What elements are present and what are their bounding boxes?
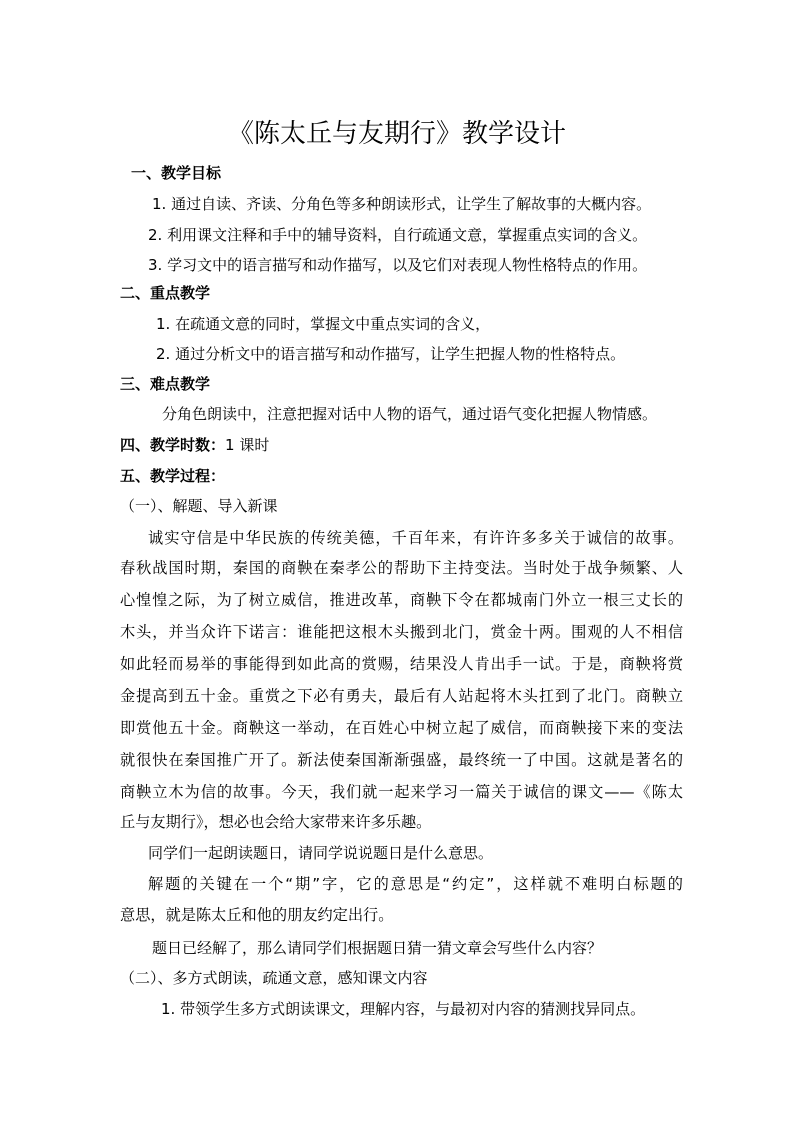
intro-line-7: 即赏他五十金。商鞅这一举动，在百姓心中树立起了威信，而商鞅接下来的变法 bbox=[120, 719, 683, 737]
part1-heading: （一）、解题、导入新课 bbox=[120, 497, 278, 515]
paragraph-explain-line-1: 解题的关键在一个“期”字，它的意思是“约定”，这样就不难明白标题的 bbox=[148, 875, 683, 893]
objective-item-1: 1. 通过自读、齐读、分角色等多种朗读形式，让学生了解故事的大概内容。 bbox=[152, 195, 652, 213]
intro-line-9: 商鞅立木为信的故事。今天，我们就一起来学习一篇关于诚信的课文——《陈太 bbox=[120, 783, 683, 801]
intro-line-10: 丘与友期行》，想必也会给大家带来许多乐趣。 bbox=[120, 813, 432, 831]
teaching-hours-value: 1 课时 bbox=[225, 436, 270, 454]
key-point-item-1: 1. 在疏通文意的同时，掌握文中重点实词的含义， bbox=[156, 315, 491, 333]
teaching-hours bbox=[120, 435, 269, 455]
section-heading-objectives: 一、教学目标 bbox=[131, 164, 222, 182]
section-heading-key-points: 二、重点教学 bbox=[120, 284, 211, 302]
intro-line-1: 诚实守信是中华民族的传统美德，千百年来，有许许多多关于诚信的故事。 bbox=[148, 529, 683, 547]
document-title: 《陈太丘与友期行》教学设计 bbox=[227, 119, 566, 149]
paragraph-read-title: 同学们一起朗读题日，请同学说说题日是什么意思。 bbox=[148, 844, 494, 862]
intro-line-5: 如此轻而易举的事能得到如此高的赏赐，结果没人肯出手一试。于是，商鞅将赏 bbox=[120, 655, 683, 673]
key-point-item-2: 2. 通过分析文中的语言描写和动作描写，让学生把握人物的性格特点。 bbox=[156, 345, 626, 363]
intro-line-8: 就很快在秦国推广开了。新法使秦国渐渐强盛，最终统一了中国。这就是著名的 bbox=[120, 751, 683, 769]
objective-item-2: 2. 利用课文注释和手中的辅导资料，自行疏通文意，掌握重点实词的含义。 bbox=[148, 226, 648, 244]
part2-item-1: 1. 带领学生多方式朗读课文，理解内容，与最初对内容的猜测找异同点。 bbox=[161, 1000, 646, 1018]
paragraph-guess-content: 题日已经解了，那么请同学们根据题日猜一猜文章会写些什么内容？ bbox=[152, 939, 603, 957]
teaching-hours-label: 四、教学时数： bbox=[120, 436, 226, 454]
section-heading-process: 五、教学过程： bbox=[120, 467, 226, 485]
objective-item-3: 3. 学习文中的语言描写和动作描写，以及它们对表现人物性格特点的作用。 bbox=[148, 256, 648, 274]
intro-line-2: 春秋战国时期，秦国的商鞅在秦孝公的帮助下主持变法。当时处于战争频繁、人 bbox=[120, 559, 683, 577]
paragraph-explain-line-2: 意思，就是陈太丘和他的朋友约定出行。 bbox=[120, 906, 394, 924]
section-heading-difficulties: 三、难点教学 bbox=[120, 375, 211, 393]
intro-line-4: 木头，并当众许下诺言：谁能把这根木头搬到北门，赏金十两。围观的人不相信 bbox=[120, 623, 683, 641]
difficulty-text: 分角色朗读中，注意把握对话中人物的语气，通过语气变化把握人物情感。 bbox=[162, 405, 658, 423]
intro-line-6: 金提高到五十金。重赏之下必有勇夫，最后有人站起将木头扛到了北门。商鞅立 bbox=[120, 687, 683, 705]
intro-line-3: 心惶惶之际，为了树立威信，推进改革，商鞅下令在都城南门外立一根三丈长的 bbox=[120, 591, 683, 609]
part2-heading: （二）、多方式朗读，疏通文意，感知课文内容 bbox=[120, 969, 428, 987]
